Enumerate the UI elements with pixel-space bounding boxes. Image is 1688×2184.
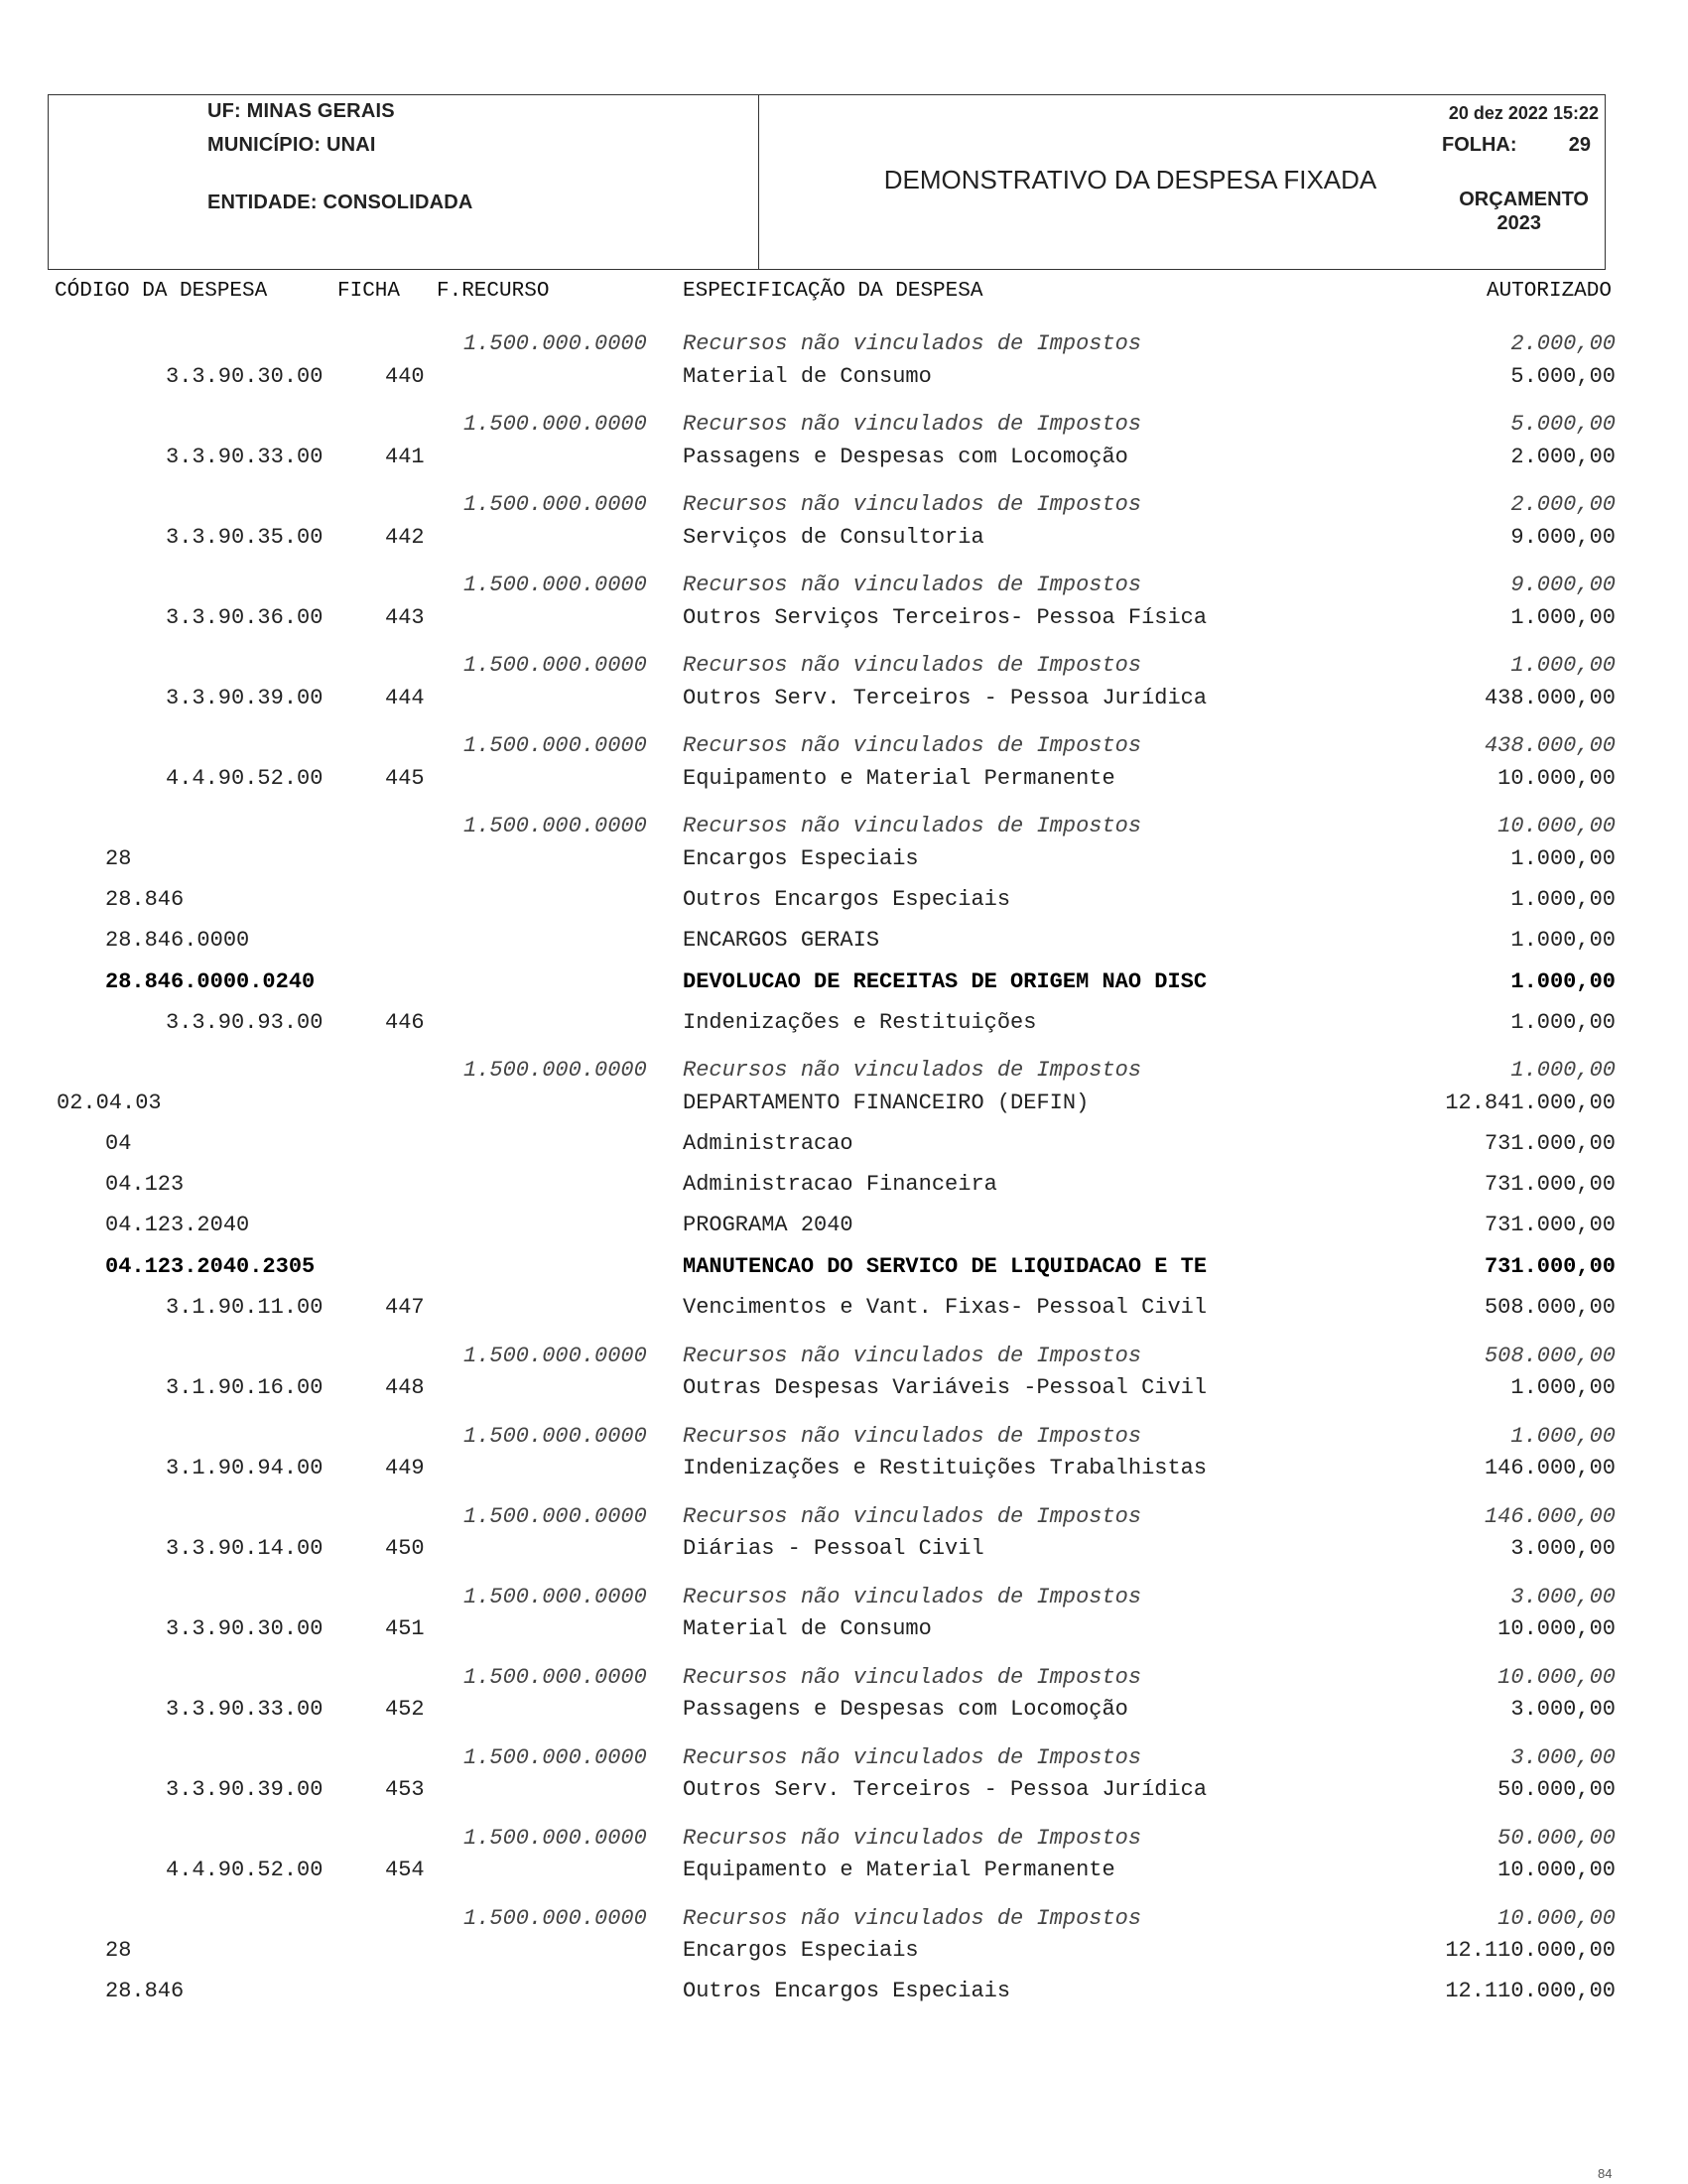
- table-row: [0, 1166, 1688, 1204]
- table-row: [0, 439, 1688, 476]
- ficha-number: 443: [385, 605, 425, 630]
- authorized-value: 731.000,00: [1484, 1131, 1616, 1156]
- col-codigo: CÓDIGO DA DESPESA: [55, 280, 268, 303]
- table-row: [0, 1450, 1688, 1487]
- report-title: DEMONSTRATIVO DA DESPESA FIXADA: [883, 165, 1377, 194]
- resource-code: 1.500.000.0000: [463, 573, 647, 597]
- authorized-value: 1.000,00: [1510, 1058, 1616, 1083]
- expense-description: Recursos não vinculados de Impostos: [683, 1906, 1142, 1931]
- expense-code: 3.3.90.30.00: [166, 1616, 324, 1641]
- ficha-number: 441: [385, 445, 425, 469]
- expense-code: 3.3.90.39.00: [166, 1777, 324, 1802]
- authorized-value: 1.000,00: [1510, 1424, 1616, 1449]
- resource-code: 1.500.000.0000: [463, 492, 647, 517]
- resource-code: 1.500.000.0000: [463, 1424, 647, 1449]
- table-row: [0, 1289, 1688, 1327]
- authorized-value: 50.000,00: [1497, 1777, 1616, 1802]
- resource-row: [0, 478, 1688, 516]
- expense-description: Material de Consumo: [683, 364, 932, 389]
- expense-description: Encargos Especiais: [683, 846, 919, 871]
- table-row: [0, 1248, 1688, 1286]
- authorized-value: 2.000,00: [1510, 492, 1616, 517]
- authorized-value: 2.000,00: [1510, 331, 1616, 356]
- expense-description: DEVOLUCAO DE RECEITAS DE ORIGEM NAO DISC: [683, 969, 1208, 994]
- resource-row: [0, 1490, 1688, 1528]
- authorized-value: 10.000,00: [1497, 814, 1616, 838]
- table-row: [0, 1085, 1688, 1122]
- expense-code: 28.846.0000: [105, 928, 250, 953]
- resource-row: [0, 1330, 1688, 1367]
- authorized-value: 3.000,00: [1510, 1697, 1616, 1722]
- authorized-value: 731.000,00: [1484, 1213, 1616, 1237]
- resource-row: [0, 639, 1688, 677]
- header-divider: [758, 95, 759, 269]
- expense-description: Administracao Financeira: [683, 1172, 997, 1197]
- expense-description: Passagens e Despesas com Locomoção: [683, 1697, 1128, 1722]
- authorized-value: 1.000,00: [1510, 1010, 1616, 1035]
- table-row: [0, 1932, 1688, 1970]
- entidade-label: ENTIDADE: CONSOLIDADA: [207, 192, 473, 213]
- authorized-value: 438.000,00: [1484, 733, 1616, 758]
- authorized-value: 146.000,00: [1484, 1456, 1616, 1480]
- resource-code: 1.500.000.0000: [463, 1826, 647, 1851]
- resource-row: [0, 1410, 1688, 1448]
- ficha-number: 452: [385, 1697, 425, 1722]
- authorized-value: 1.000,00: [1510, 887, 1616, 912]
- expense-code: 3.3.90.35.00: [166, 525, 324, 550]
- col-recurso: F.RECURSO: [437, 280, 550, 303]
- ficha-number: 444: [385, 686, 425, 710]
- resource-code: 1.500.000.0000: [463, 1504, 647, 1529]
- expense-description: Recursos não vinculados de Impostos: [683, 1504, 1142, 1529]
- resource-code: 1.500.000.0000: [463, 814, 647, 838]
- authorized-value: 1.000,00: [1510, 1375, 1616, 1400]
- ficha-number: 449: [385, 1456, 425, 1480]
- col-ficha: FICHA: [337, 280, 401, 303]
- table-row: [0, 1369, 1688, 1407]
- expense-code: 28: [105, 846, 132, 871]
- expense-description: Recursos não vinculados de Impostos: [683, 733, 1142, 758]
- resource-row: [0, 1892, 1688, 1930]
- authorized-value: 1.000,00: [1510, 653, 1616, 678]
- expense-code: 3.3.90.33.00: [166, 1697, 324, 1722]
- authorized-value: 50.000,00: [1497, 1826, 1616, 1851]
- ficha-number: 450: [385, 1536, 425, 1561]
- expense-description: Equipamento e Material Permanente: [683, 766, 1115, 791]
- expense-code: 4.4.90.52.00: [166, 1858, 324, 1882]
- expense-description: Outros Serv. Terceiros - Pessoa Jurídica: [683, 1777, 1208, 1802]
- ficha-number: 440: [385, 364, 425, 389]
- orcamento-year: 2023: [1496, 212, 1541, 234]
- expense-description: Outros Serv. Terceiros - Pessoa Jurídica: [683, 686, 1208, 710]
- ficha-number: 448: [385, 1375, 425, 1400]
- authorized-value: 508.000,00: [1484, 1295, 1616, 1320]
- expense-description: Indenizações e Restituições: [683, 1010, 1037, 1035]
- ficha-number: 447: [385, 1295, 425, 1320]
- resource-code: 1.500.000.0000: [463, 331, 647, 356]
- ficha-number: 454: [385, 1858, 425, 1882]
- table-row: [0, 922, 1688, 960]
- table-row: [0, 1610, 1688, 1648]
- table-row: [0, 964, 1688, 1001]
- folha-number: 29: [1568, 134, 1591, 156]
- expense-code: 3.1.90.16.00: [166, 1375, 324, 1400]
- table-row: [0, 881, 1688, 919]
- resource-code: 1.500.000.0000: [463, 1585, 647, 1609]
- ficha-number: 446: [385, 1010, 425, 1035]
- authorized-value: 1.000,00: [1510, 928, 1616, 953]
- authorized-value: 508.000,00: [1484, 1344, 1616, 1368]
- authorized-value: 10.000,00: [1497, 1906, 1616, 1931]
- resource-row: [0, 318, 1688, 355]
- expense-description: Recursos não vinculados de Impostos: [683, 1424, 1142, 1449]
- table-row: [0, 1973, 1688, 2010]
- expense-description: Recursos não vinculados de Impostos: [683, 573, 1142, 597]
- ficha-number: 445: [385, 766, 425, 791]
- uf-label: UF: MINAS GERAIS: [207, 100, 395, 122]
- authorized-value: 731.000,00: [1484, 1172, 1616, 1197]
- expense-description: Outras Despesas Variáveis -Pessoal Civil: [683, 1375, 1208, 1400]
- expense-description: Serviços de Consultoria: [683, 525, 984, 550]
- expense-description: Indenizações e Restituições Trabalhistas: [683, 1456, 1208, 1480]
- expense-code: 3.3.90.93.00: [166, 1010, 324, 1035]
- expense-description: Recursos não vinculados de Impostos: [683, 1826, 1142, 1851]
- expense-description: Diárias - Pessoal Civil: [683, 1536, 984, 1561]
- authorized-value: 1.000,00: [1510, 846, 1616, 871]
- table-row: [0, 680, 1688, 717]
- expense-description: PROGRAMA 2040: [683, 1213, 853, 1237]
- authorized-value: 1.000,00: [1510, 605, 1616, 630]
- authorized-value: 5.000,00: [1510, 412, 1616, 437]
- table-row: [0, 840, 1688, 878]
- resource-code: 1.500.000.0000: [463, 1745, 647, 1770]
- table-row: [0, 1004, 1688, 1042]
- authorized-value: 438.000,00: [1484, 686, 1616, 710]
- authorized-value: 9.000,00: [1510, 525, 1616, 550]
- orcamento-label: ORÇAMENTO: [1459, 189, 1589, 210]
- expense-description: Passagens e Despesas com Locomoção: [683, 445, 1128, 469]
- expense-code: 28.846: [105, 887, 185, 912]
- resource-row: [0, 559, 1688, 596]
- expense-description: Recursos não vinculados de Impostos: [683, 1058, 1142, 1083]
- resource-row: [0, 719, 1688, 757]
- expense-code: 04.123.2040: [105, 1213, 250, 1237]
- ficha-number: 442: [385, 525, 425, 550]
- resource-code: 1.500.000.0000: [463, 1906, 647, 1931]
- expense-description: Recursos não vinculados de Impostos: [683, 412, 1142, 437]
- expense-description: DEPARTAMENTO FINANCEIRO (DEFIN): [683, 1091, 1090, 1115]
- expense-description: Recursos não vinculados de Impostos: [683, 1745, 1142, 1770]
- resource-row: [0, 1812, 1688, 1850]
- table-row: [0, 1530, 1688, 1568]
- table-row: [0, 1771, 1688, 1809]
- expense-description: ENCARGOS GERAIS: [683, 928, 880, 953]
- resource-code: 1.500.000.0000: [463, 412, 647, 437]
- authorized-value: 5.000,00: [1510, 364, 1616, 389]
- authorized-value: 2.000,00: [1510, 445, 1616, 469]
- col-autorizado: AUTORIZADO: [1486, 280, 1612, 303]
- expense-code: 04: [105, 1131, 132, 1156]
- authorized-value: 3.000,00: [1510, 1585, 1616, 1609]
- table-row: [0, 1691, 1688, 1729]
- authorized-value: 3.000,00: [1510, 1745, 1616, 1770]
- expense-description: Recursos não vinculados de Impostos: [683, 1344, 1142, 1368]
- table-row: [0, 1125, 1688, 1163]
- municipio-label: MUNICÍPIO: UNAI: [207, 134, 376, 156]
- expense-description: Vencimentos e Vant. Fixas- Pessoal Civil: [683, 1295, 1208, 1320]
- authorized-value: 12.110.000,00: [1445, 1979, 1616, 2003]
- authorized-value: 10.000,00: [1497, 1665, 1616, 1690]
- expense-code: 3.3.90.33.00: [166, 445, 324, 469]
- table-row: [0, 599, 1688, 637]
- table-row: [0, 1207, 1688, 1244]
- authorized-value: 731.000,00: [1484, 1254, 1616, 1279]
- expense-code: 4.4.90.52.00: [166, 766, 324, 791]
- table-row: [0, 1852, 1688, 1889]
- resource-code: 1.500.000.0000: [463, 1058, 647, 1083]
- expense-description: Administracao: [683, 1131, 853, 1156]
- authorized-value: 12.110.000,00: [1445, 1938, 1616, 1963]
- expense-code: 3.3.90.36.00: [166, 605, 324, 630]
- ficha-number: 451: [385, 1616, 425, 1641]
- ficha-number: 453: [385, 1777, 425, 1802]
- folha-label: FOLHA:: [1442, 134, 1517, 156]
- expense-code: 04.123.2040.2305: [105, 1254, 316, 1279]
- table-row: [0, 519, 1688, 557]
- expense-description: Recursos não vinculados de Impostos: [683, 653, 1142, 678]
- table-row: [0, 760, 1688, 798]
- resource-row: [0, 1571, 1688, 1608]
- authorized-value: 1.000,00: [1510, 969, 1616, 994]
- expense-description: Recursos não vinculados de Impostos: [683, 1585, 1142, 1609]
- expense-code: 3.1.90.94.00: [166, 1456, 324, 1480]
- expense-code: 02.04.03: [57, 1091, 162, 1115]
- authorized-value: 10.000,00: [1497, 1616, 1616, 1641]
- expense-description: Encargos Especiais: [683, 1938, 919, 1963]
- expense-description: Outros Encargos Especiais: [683, 887, 1011, 912]
- resource-row: [0, 1044, 1688, 1082]
- report-datetime: 20 dez 2022 15:22: [1448, 103, 1599, 123]
- expense-description: Outros Serviços Terceiros- Pessoa Física: [683, 605, 1208, 630]
- expense-code: 3.3.90.39.00: [166, 686, 324, 710]
- expense-code: 28: [105, 1938, 132, 1963]
- expense-code: 3.1.90.11.00: [166, 1295, 324, 1320]
- expense-code: 28.846: [105, 1979, 185, 2003]
- resource-code: 1.500.000.0000: [463, 1344, 647, 1368]
- col-especificacao: ESPECIFICAÇÃO DA DESPESA: [683, 280, 983, 303]
- authorized-value: 10.000,00: [1497, 1858, 1616, 1882]
- expense-description: Recursos não vinculados de Impostos: [683, 331, 1142, 356]
- expense-description: MANUTENCAO DO SERVICO DE LIQUIDACAO E TE: [683, 1254, 1208, 1279]
- resource-row: [0, 1651, 1688, 1689]
- expense-code: 04.123: [105, 1172, 185, 1197]
- expense-code: 28.846.0000.0240: [105, 969, 316, 994]
- expense-description: Outros Encargos Especiais: [683, 1979, 1011, 2003]
- resource-row: [0, 398, 1688, 436]
- expense-description: Recursos não vinculados de Impostos: [683, 1665, 1142, 1690]
- resource-code: 1.500.000.0000: [463, 1665, 647, 1690]
- authorized-value: 12.841.000,00: [1445, 1091, 1616, 1115]
- expense-description: Recursos não vinculados de Impostos: [683, 814, 1142, 838]
- table-row: [0, 358, 1688, 396]
- authorized-value: 9.000,00: [1510, 573, 1616, 597]
- resource-row: [0, 800, 1688, 837]
- authorized-value: 10.000,00: [1497, 766, 1616, 791]
- report-header: [48, 94, 1606, 270]
- resource-code: 1.500.000.0000: [463, 653, 647, 678]
- authorized-value: 146.000,00: [1484, 1504, 1616, 1529]
- page-number: 84: [1598, 2166, 1613, 2181]
- expense-description: Recursos não vinculados de Impostos: [683, 492, 1142, 517]
- authorized-value: 3.000,00: [1510, 1536, 1616, 1561]
- expense-description: Equipamento e Material Permanente: [683, 1858, 1115, 1882]
- expense-code: 3.3.90.30.00: [166, 364, 324, 389]
- resource-row: [0, 1732, 1688, 1769]
- resource-code: 1.500.000.0000: [463, 733, 647, 758]
- expense-code: 3.3.90.14.00: [166, 1536, 324, 1561]
- expense-description: Material de Consumo: [683, 1616, 932, 1641]
